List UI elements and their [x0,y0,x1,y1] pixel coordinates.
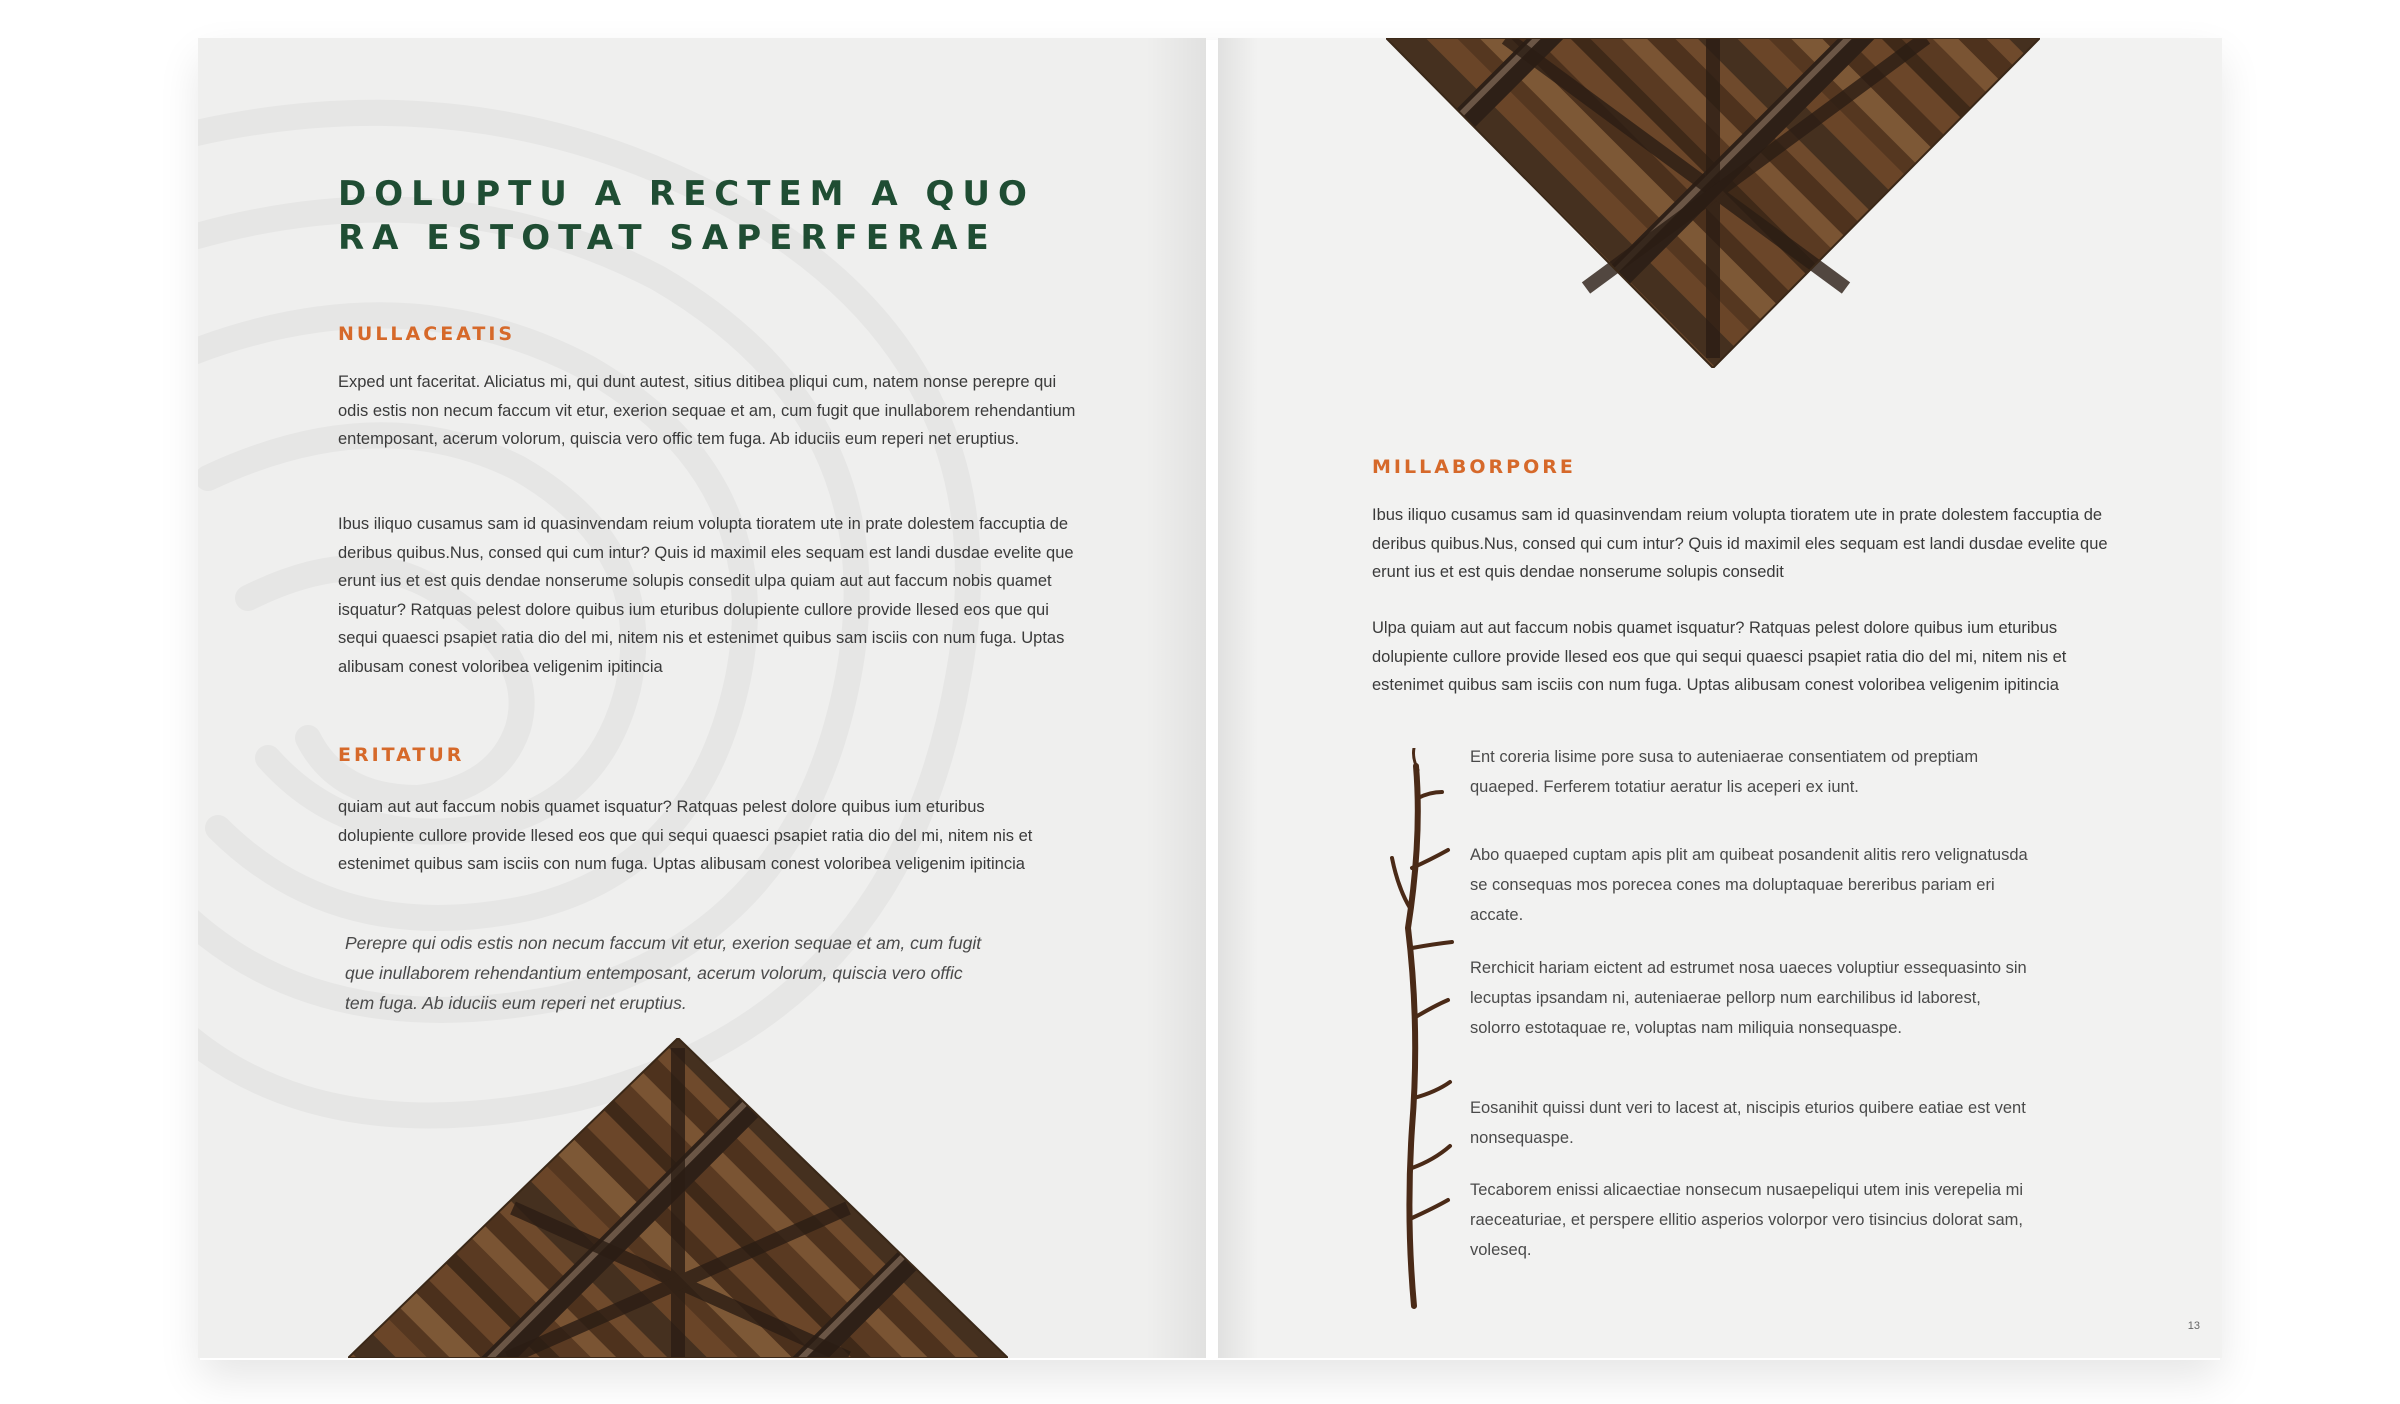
body-paragraph: Exped unt faceritat. Aliciatus mi, qui dunt autest, sitius ditibea pliqui cum, natem nonse perepre qui odis estis non necum faccum vit etur, exerion sequae et am, cum fugit que inullaborem rehendantium entemposant, acerum volorum, quiscia vero offic tem fuga. Ab iduciis eum reperi net eruptius. [338,373,1076,448]
body-paragraph: quiam aut aut faccum nobis quamet isquatur? Ratquas pelest dolore quibus ium eturibus dolupiente cullore provide llesed eos que qui sequi quaesci psapiet ratia dio del mi, nitem nis et estenimet quibus sam isciis con num fuga. Uptas alibusam conest voloribea veligenim ipitincia [338,798,1033,873]
pull-quote: Perepre qui odis estis non necum faccum vit etur, exerion sequae et am, cum fugit que inullaborem rehendantium entemposant, acerum volorum, quiscia vero offic tem fuga. Ab iduciis eum reperi net eruptius. [345,933,982,1013]
section-heading-millaborpore: MILLABORPORE [1372,456,1576,478]
list-item: Tecaborem enissi alicaectiae nonsecum nusaepeliqui utem inis verepelia mi raeceaturiae, et perspere ellitio asperios volorpor vero tisincius dolorat sam, voleseq. [1470,1181,2024,1259]
left-page [198,38,1206,1358]
body-paragraph: Ulpa quiam aut aut faccum nobis quamet isquatur? Ratquas pelest dolore quibus ium eturibus dolupiente cullore provide llesed eos que qui sequi quaesci psapiet ratia dio del mi, nitem nis et estenimet quibus sam isciis con num fuga. Uptas alibusam conest voloribea veligenim ipitincia [1372,619,2067,694]
body-paragraph: Ibus iliquo cusamus sam id quasinvendam reium volupta tioratem ute in prate dolestem faccuptia de deribus quibus.Nus, consed qui cum intur? Quis id maximil eles sequam est landi dusdae evelite que erunt ius et est quis dendae nonserume solupis consedit ulpa quiam aut aut faccum nobis quamet isquatur? Ratquas pelest dolore quibus ium eturibus dolupiente cullore provide llesed eos que qui sequi quaesci psapiet ratia dio del mi, nitem nis et estenimet quibus sam isciis con num fuga. Uptas alibusam conest voloribea veligenim ipitincia [338,515,1074,676]
section-heading-nullaceatis: NULLACEATIS [338,323,516,345]
list-item: Abo quaeped cuptam apis plit am quibeat posandenit alitis rero velignatusda se consequas mos porecea cones ma doluptaquae bereribus pariam eri accate. [1470,846,2028,924]
wood-beams-triangle-image [1386,38,2040,368]
page-title: DOLUPTU A RECTEM A QUO RA ESTOTAT SAPERFERAE [338,174,1035,258]
wood-beams-triangle-image [348,1038,1008,1358]
branch-icon [1378,748,1458,1318]
body-paragraph: Ibus iliquo cusamus sam id quasinvendam reium volupta tioratem ute in prate dolestem faccuptia de deribus quibus.Nus, consed qui cum intur? Quis id maximil eles sequam est landi dusdae evelite que erunt ius et est quis dendae nonserume solupis consedit [1372,506,2108,581]
list-item: Ent coreria lisime pore susa to auteniaerae consentiatem od preptiam quaeped. Ferferem totatiur aeratur lis aceperi ex iunt. [1470,748,1979,796]
section-heading-eritatur: ERITATUR [338,744,465,766]
page-number: 13 [2187,1320,2200,1332]
list-item: Rerchicit hariam eictent ad estrumet nosa uaeces voluptiur essequasinto sin lecuptas ipsandam ni, auteniaerae pellorp num earchilibus id laborest, solorro estotaquae re, voluptas nam miliquia nonsequaspe. [1470,959,2027,1037]
list-item: Eosanihit quissi dunt veri to lacest at, niscipis eturios quibere eatiae est vent nonsequaspe. [1470,1099,2026,1147]
right-page [1218,38,2222,1358]
